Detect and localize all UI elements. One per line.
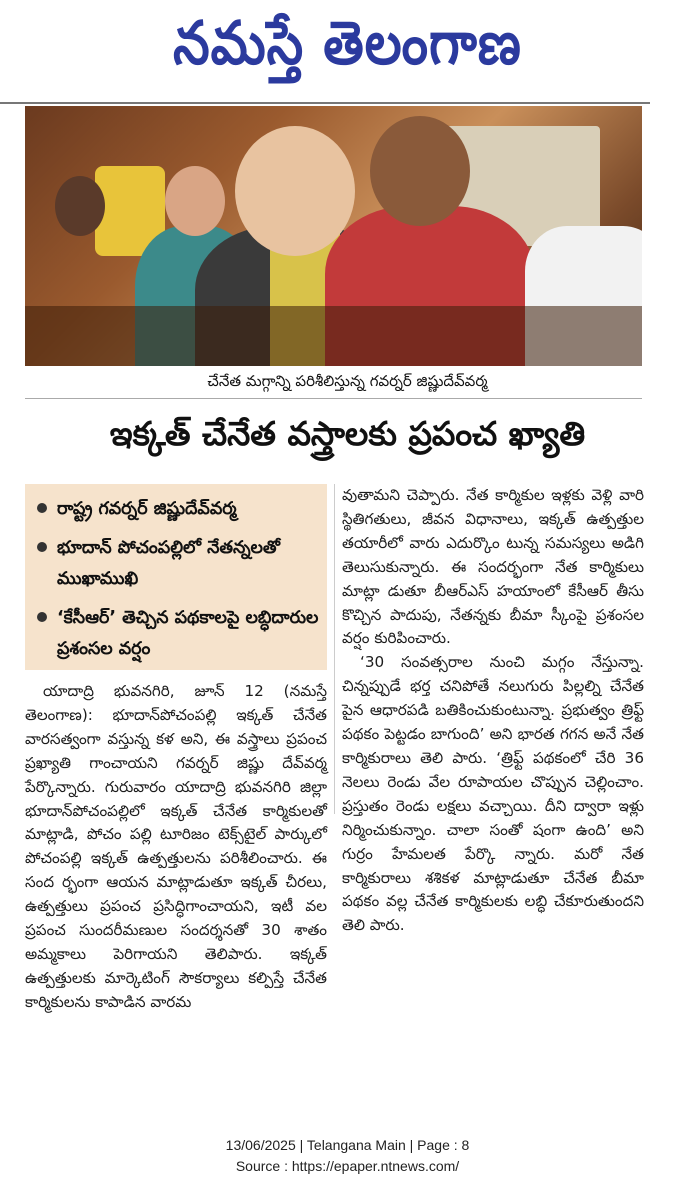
article-paragraph: ‘30 సంవత్సరాల నుంచి మగ్గం నేస్తున్నా. చిన్నప్పుడే భర్త చనిపోతే నలుగురు పిల్లల్ని చేనేత పైన ఆధారపడి బతికించుకుంటున్నా. ప్రభుత్వం త్రిఫ్ట్ పథకం పెట్టడం బాగుంది’ అని భారత గగన అనే నేత కార్మికురాలు తెలి పారు. ‘త్రిఫ్ట్ పథకంలో చేరి 36 నెలలు రెండు వేల రూపాయల చొప్పున చెల్లించాం. ప్రస్తుతం రెండు లక్షలు వచ్చాయి. దీని ద్వారా ఇళ్లు నిర్మించుకున్నాం. చాలా సంతో షంగా ఉంది’ అని గుర్రం హేమలత పేర్కొ న్నారు. మరో నేత కార్మికురాలు శశికళ మాట్లాడుతూ చేనేత బీమా పథకం వల్ల చేనేత కార్మికులకు లబ్ధి చేకూరుతుందని తెలి పారు. xyxy=(342,653,644,935)
highlight-item: ‘కేసీఆర్’ తెచ్చిన పథకాలపై లబ్ధిదారుల ప్రశంసల వర్షం xyxy=(33,603,319,665)
article-column-right xyxy=(342,484,644,938)
photo-weaver-head xyxy=(370,116,470,226)
news-photo xyxy=(25,106,642,366)
highlights-box xyxy=(25,484,327,670)
article-paragraph: యాదాద్రి భువనగిరి, జూన్ 12 (నమస్తే తెలంగాణ): భూదాన్‌పోచంపల్లి ఇక్కత్ చేనేత వారసత్వంగా వస్తున్న కళ అని, ఈ వస్త్రాలు ప్రపంచ ప్రఖ్యాతి గాంచాయని గవర్నర్ జిష్ణు దేవ్‌వర్మ పేర్కొన్నారు. గురువారం యాదాద్రి భువనగిరి జిల్లా భూదాన్‌పోచంపల్లిలో ఇక్కత్ చేనేత కార్మికులతో మాట్లాడి, పోచం పల్లి టూరిజం టెక్స్‌టైల్ పార్కులో పోచంపల్లి ఇక్కత్ ఉత్పత్తులను పరిశీలించారు. ఈ సంద ర్భంగా ఆయన మాట్లాడుతూ ఇక్కత్ చీరలు, ఉత్పత్తులు ప్రపంచ ప్రసిద్ధిగాంచాయని, ఇటీ వల ప్రపంచ సుందరీమణుల సందర్శనతో 30 శాతం అమ్మకాలు పెరిగాయని తెలిపారు. ఇక్కత్ ఉత్పత్తులకు మార్కెటింగ్ సౌకర్యాలు కల్పిస్తే చేనేత కార్మికులను కాపాడిన వారమ xyxy=(25,682,327,1011)
photo-loom xyxy=(25,306,642,366)
photo-governor-head xyxy=(235,126,355,256)
bullet-icon xyxy=(37,612,47,622)
article-paragraph: వుతామని చెప్పారు. నేత కార్మికుల ఇళ్లకు వెళ్లి వారి స్థితిగతులు, జీవన విధానాలు, ఇక్కత్ ఉత్పత్తుల తయారీలో వారు ఎదుర్కొం టున్న సమస్యలు అడిగి తెలుసుకున్నారు. ఈ సందర్భంగా నేత కార్మికులు మాట్లా డుతూ బీఆర్‌ఎస్ హయాంలో కేసీఆర్ తీసు కొచ్చిన పాదుపు, నేతన్నకు బీమా స్కీంపై ప్రశంసల వర్షం కురిపించారు. xyxy=(342,486,644,648)
photo-woman-head xyxy=(165,166,225,236)
highlight-item: భూదాన్ పోచంపల్లిలో నేతన్నలతో ముఖాముఖి xyxy=(33,533,319,595)
photo-caption: చేనేత మగ్గాన్ని పరిశీలిస్తున్న గవర్నర్ జిష్ణుదేవ్‌వర్మ xyxy=(207,372,488,390)
bullet-icon xyxy=(37,503,47,513)
caption-divider xyxy=(25,398,642,399)
footer-source: Source : https://epaper.ntnews.com/ xyxy=(235,1158,460,1174)
footer-date-page: 13/06/2025 | Telangana Main | Page : 8 xyxy=(225,1137,470,1153)
article-column-left xyxy=(25,680,327,1015)
masthead xyxy=(0,0,695,102)
newspaper-logo: నమస్తే తెలంగాణ xyxy=(173,9,522,79)
article-headline: ఇక్కత్ చేనేత వస్త్రాలకు ప్రపంచ ఖ్యాతి xyxy=(109,414,586,453)
photo-person-background xyxy=(55,176,105,236)
column-divider xyxy=(334,484,335,814)
masthead-divider xyxy=(0,102,650,104)
highlight-item: రాష్ట్ర గవర్నర్ జిష్ణుదేవ్‌వర్మ xyxy=(33,494,319,525)
bullet-icon xyxy=(37,542,47,552)
